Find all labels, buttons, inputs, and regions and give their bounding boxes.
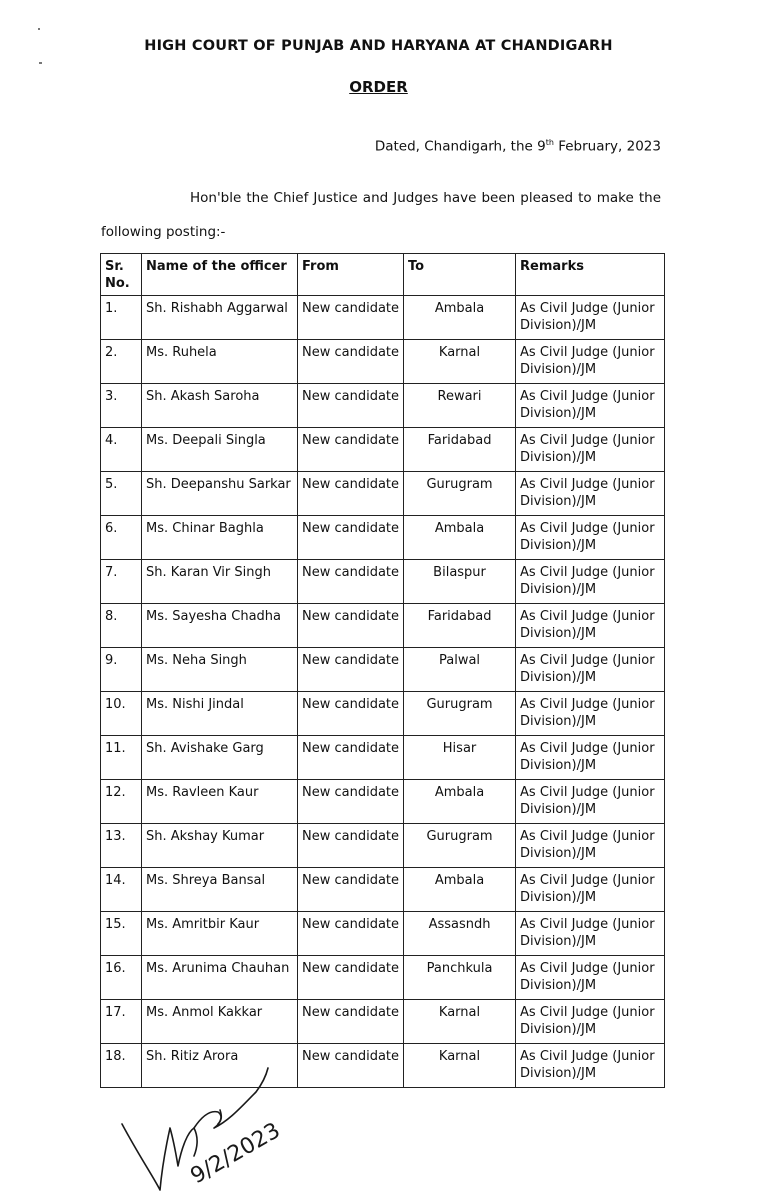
date-prefix: Dated, Chandigarh, the 9: [374, 138, 546, 155]
cell-to: Bilaspur: [404, 560, 516, 604]
cell-sr-no: 10.: [101, 692, 142, 736]
cell-remarks: As Civil Judge (Junior Division)/JM: [516, 340, 665, 384]
cell-sr-no: 8.: [101, 604, 142, 648]
cell-officer-name: Ms. Ruhela: [142, 340, 298, 384]
cell-sr-no: 9.: [101, 648, 142, 692]
cell-to: Panchkula: [404, 956, 516, 1000]
scan-speck: [38, 28, 40, 30]
cell-remarks: As Civil Judge (Junior Division)/JM: [516, 296, 665, 340]
cell-officer-name: Ms. Arunima Chauhan: [142, 956, 298, 1000]
cell-sr-no: 1.: [101, 296, 142, 340]
cell-remarks: As Civil Judge (Junior Division)/JM: [516, 912, 665, 956]
order-date: [375, 138, 661, 155]
cell-sr-no: 16.: [101, 956, 142, 1000]
cell-from: New candidate: [298, 428, 404, 472]
cell-sr-no: 5.: [101, 472, 142, 516]
cell-from: New candidate: [298, 868, 404, 912]
cell-officer-name: Sh. Avishake Garg: [142, 736, 298, 780]
cell-to: Gurugram: [404, 692, 516, 736]
cell-to: Faridabad: [404, 604, 516, 648]
intro-line-2: following posting:-: [101, 224, 226, 240]
cell-remarks: As Civil Judge (Junior Division)/JM: [516, 736, 665, 780]
cell-sr-no: 4.: [101, 428, 142, 472]
cell-remarks: As Civil Judge (Junior Division)/JM: [516, 1044, 665, 1088]
date-ordinal: th: [545, 138, 554, 147]
table-row: [101, 428, 665, 472]
court-title: HIGH COURT OF PUNJAB AND HARYANA AT CHANDIGARH: [144, 38, 613, 54]
cell-to: Faridabad: [404, 428, 516, 472]
cell-to: Hisar: [404, 736, 516, 780]
header-sr-no: Sr. No.: [101, 254, 142, 296]
cell-remarks: As Civil Judge (Junior Division)/JM: [516, 428, 665, 472]
cell-remarks: As Civil Judge (Junior Division)/JM: [516, 648, 665, 692]
cell-sr-no: 17.: [101, 1000, 142, 1044]
cell-officer-name: Sh. Ritiz Arora: [142, 1044, 298, 1088]
cell-officer-name: Ms. Neha Singh: [142, 648, 298, 692]
cell-remarks: As Civil Judge (Junior Division)/JM: [516, 472, 665, 516]
cell-to: Ambala: [404, 780, 516, 824]
header-to: To: [404, 254, 516, 296]
cell-sr-no: 7.: [101, 560, 142, 604]
cell-remarks: As Civil Judge (Junior Division)/JM: [516, 692, 665, 736]
cell-sr-no: 18.: [101, 1044, 142, 1088]
cell-officer-name: Sh. Akshay Kumar: [142, 824, 298, 868]
cell-sr-no: 6.: [101, 516, 142, 560]
cell-from: New candidate: [298, 472, 404, 516]
date-suffix: February, 2023: [553, 138, 661, 155]
order-title: ORDER: [349, 78, 408, 96]
table-row: [101, 296, 665, 340]
cell-sr-no: 2.: [101, 340, 142, 384]
cell-officer-name: Ms. Anmol Kakkar: [142, 1000, 298, 1044]
cell-to: Gurugram: [404, 472, 516, 516]
cell-to: Ambala: [404, 516, 516, 560]
cell-from: New candidate: [298, 648, 404, 692]
cell-from: New candidate: [298, 604, 404, 648]
cell-remarks: As Civil Judge (Junior Division)/JM: [516, 516, 665, 560]
cell-to: Assasndh: [404, 912, 516, 956]
table-body: [101, 296, 665, 1088]
cell-from: New candidate: [298, 736, 404, 780]
table-row: [101, 692, 665, 736]
cell-officer-name: Sh. Rishabh Aggarwal: [142, 296, 298, 340]
cell-from: New candidate: [298, 1044, 404, 1088]
table-header-row: [101, 254, 665, 296]
table-row: [101, 912, 665, 956]
cell-from: New candidate: [298, 296, 404, 340]
table-row: [101, 560, 665, 604]
cell-officer-name: Sh. Karan Vir Singh: [142, 560, 298, 604]
cell-officer-name: Ms. Nishi Jindal: [142, 692, 298, 736]
cell-from: New candidate: [298, 912, 404, 956]
table-row: [101, 604, 665, 648]
cell-officer-name: Ms. Chinar Baghla: [142, 516, 298, 560]
cell-sr-no: 14.: [101, 868, 142, 912]
cell-to: Palwal: [404, 648, 516, 692]
cell-sr-no: 13.: [101, 824, 142, 868]
cell-remarks: As Civil Judge (Junior Division)/JM: [516, 1000, 665, 1044]
intro-line-1: Hon'ble the Chief Justice and Judges have been pleased to make the: [190, 190, 661, 206]
cell-sr-no: 11.: [101, 736, 142, 780]
table-row: [101, 956, 665, 1000]
cell-remarks: As Civil Judge (Junior Division)/JM: [516, 384, 665, 428]
cell-officer-name: Ms. Deepali Singla: [142, 428, 298, 472]
cell-to: Rewari: [404, 384, 516, 428]
cell-remarks: As Civil Judge (Junior Division)/JM: [516, 604, 665, 648]
table-row: [101, 868, 665, 912]
cell-from: New candidate: [298, 824, 404, 868]
table-row: [101, 648, 665, 692]
table-row: [101, 340, 665, 384]
cell-remarks: As Civil Judge (Junior Division)/JM: [516, 868, 665, 912]
cell-officer-name: Ms. Sayesha Chadha: [142, 604, 298, 648]
header-remarks: Remarks: [516, 254, 665, 296]
cell-officer-name: Ms. Ravleen Kaur: [142, 780, 298, 824]
cell-remarks: As Civil Judge (Junior Division)/JM: [516, 824, 665, 868]
cell-to: Ambala: [404, 296, 516, 340]
cell-from: New candidate: [298, 384, 404, 428]
cell-remarks: As Civil Judge (Junior Division)/JM: [516, 956, 665, 1000]
handwritten-signature: [110, 1062, 310, 1192]
signature-date: 9/2/2023: [186, 1118, 285, 1190]
cell-to: Ambala: [404, 868, 516, 912]
header-from: From: [298, 254, 404, 296]
scan-speck: [39, 62, 42, 64]
cell-remarks: As Civil Judge (Junior Division)/JM: [516, 780, 665, 824]
cell-from: New candidate: [298, 560, 404, 604]
cell-officer-name: Sh. Deepanshu Sarkar: [142, 472, 298, 516]
cell-officer-name: Sh. Akash Saroha: [142, 384, 298, 428]
table-row: [101, 824, 665, 868]
cell-sr-no: 12.: [101, 780, 142, 824]
cell-officer-name: Ms. Shreya Bansal: [142, 868, 298, 912]
cell-sr-no: 3.: [101, 384, 142, 428]
table-row: [101, 1000, 665, 1044]
cell-from: New candidate: [298, 692, 404, 736]
cell-to: Gurugram: [404, 824, 516, 868]
cell-from: New candidate: [298, 340, 404, 384]
cell-to: Karnal: [404, 1000, 516, 1044]
cell-officer-name: Ms. Amritbir Kaur: [142, 912, 298, 956]
table-row: [101, 780, 665, 824]
cell-from: New candidate: [298, 956, 404, 1000]
cell-to: Karnal: [404, 340, 516, 384]
table-row: [101, 516, 665, 560]
table-row: [101, 736, 665, 780]
cell-to: Karnal: [404, 1044, 516, 1088]
header-name: Name of the officer: [142, 254, 298, 296]
cell-from: New candidate: [298, 780, 404, 824]
intro-paragraph: [101, 181, 661, 249]
cell-from: New candidate: [298, 1000, 404, 1044]
table-row: [101, 384, 665, 428]
cell-remarks: As Civil Judge (Junior Division)/JM: [516, 560, 665, 604]
table-row: [101, 472, 665, 516]
posting-table: [100, 253, 665, 1088]
cell-from: New candidate: [298, 516, 404, 560]
cell-sr-no: 15.: [101, 912, 142, 956]
